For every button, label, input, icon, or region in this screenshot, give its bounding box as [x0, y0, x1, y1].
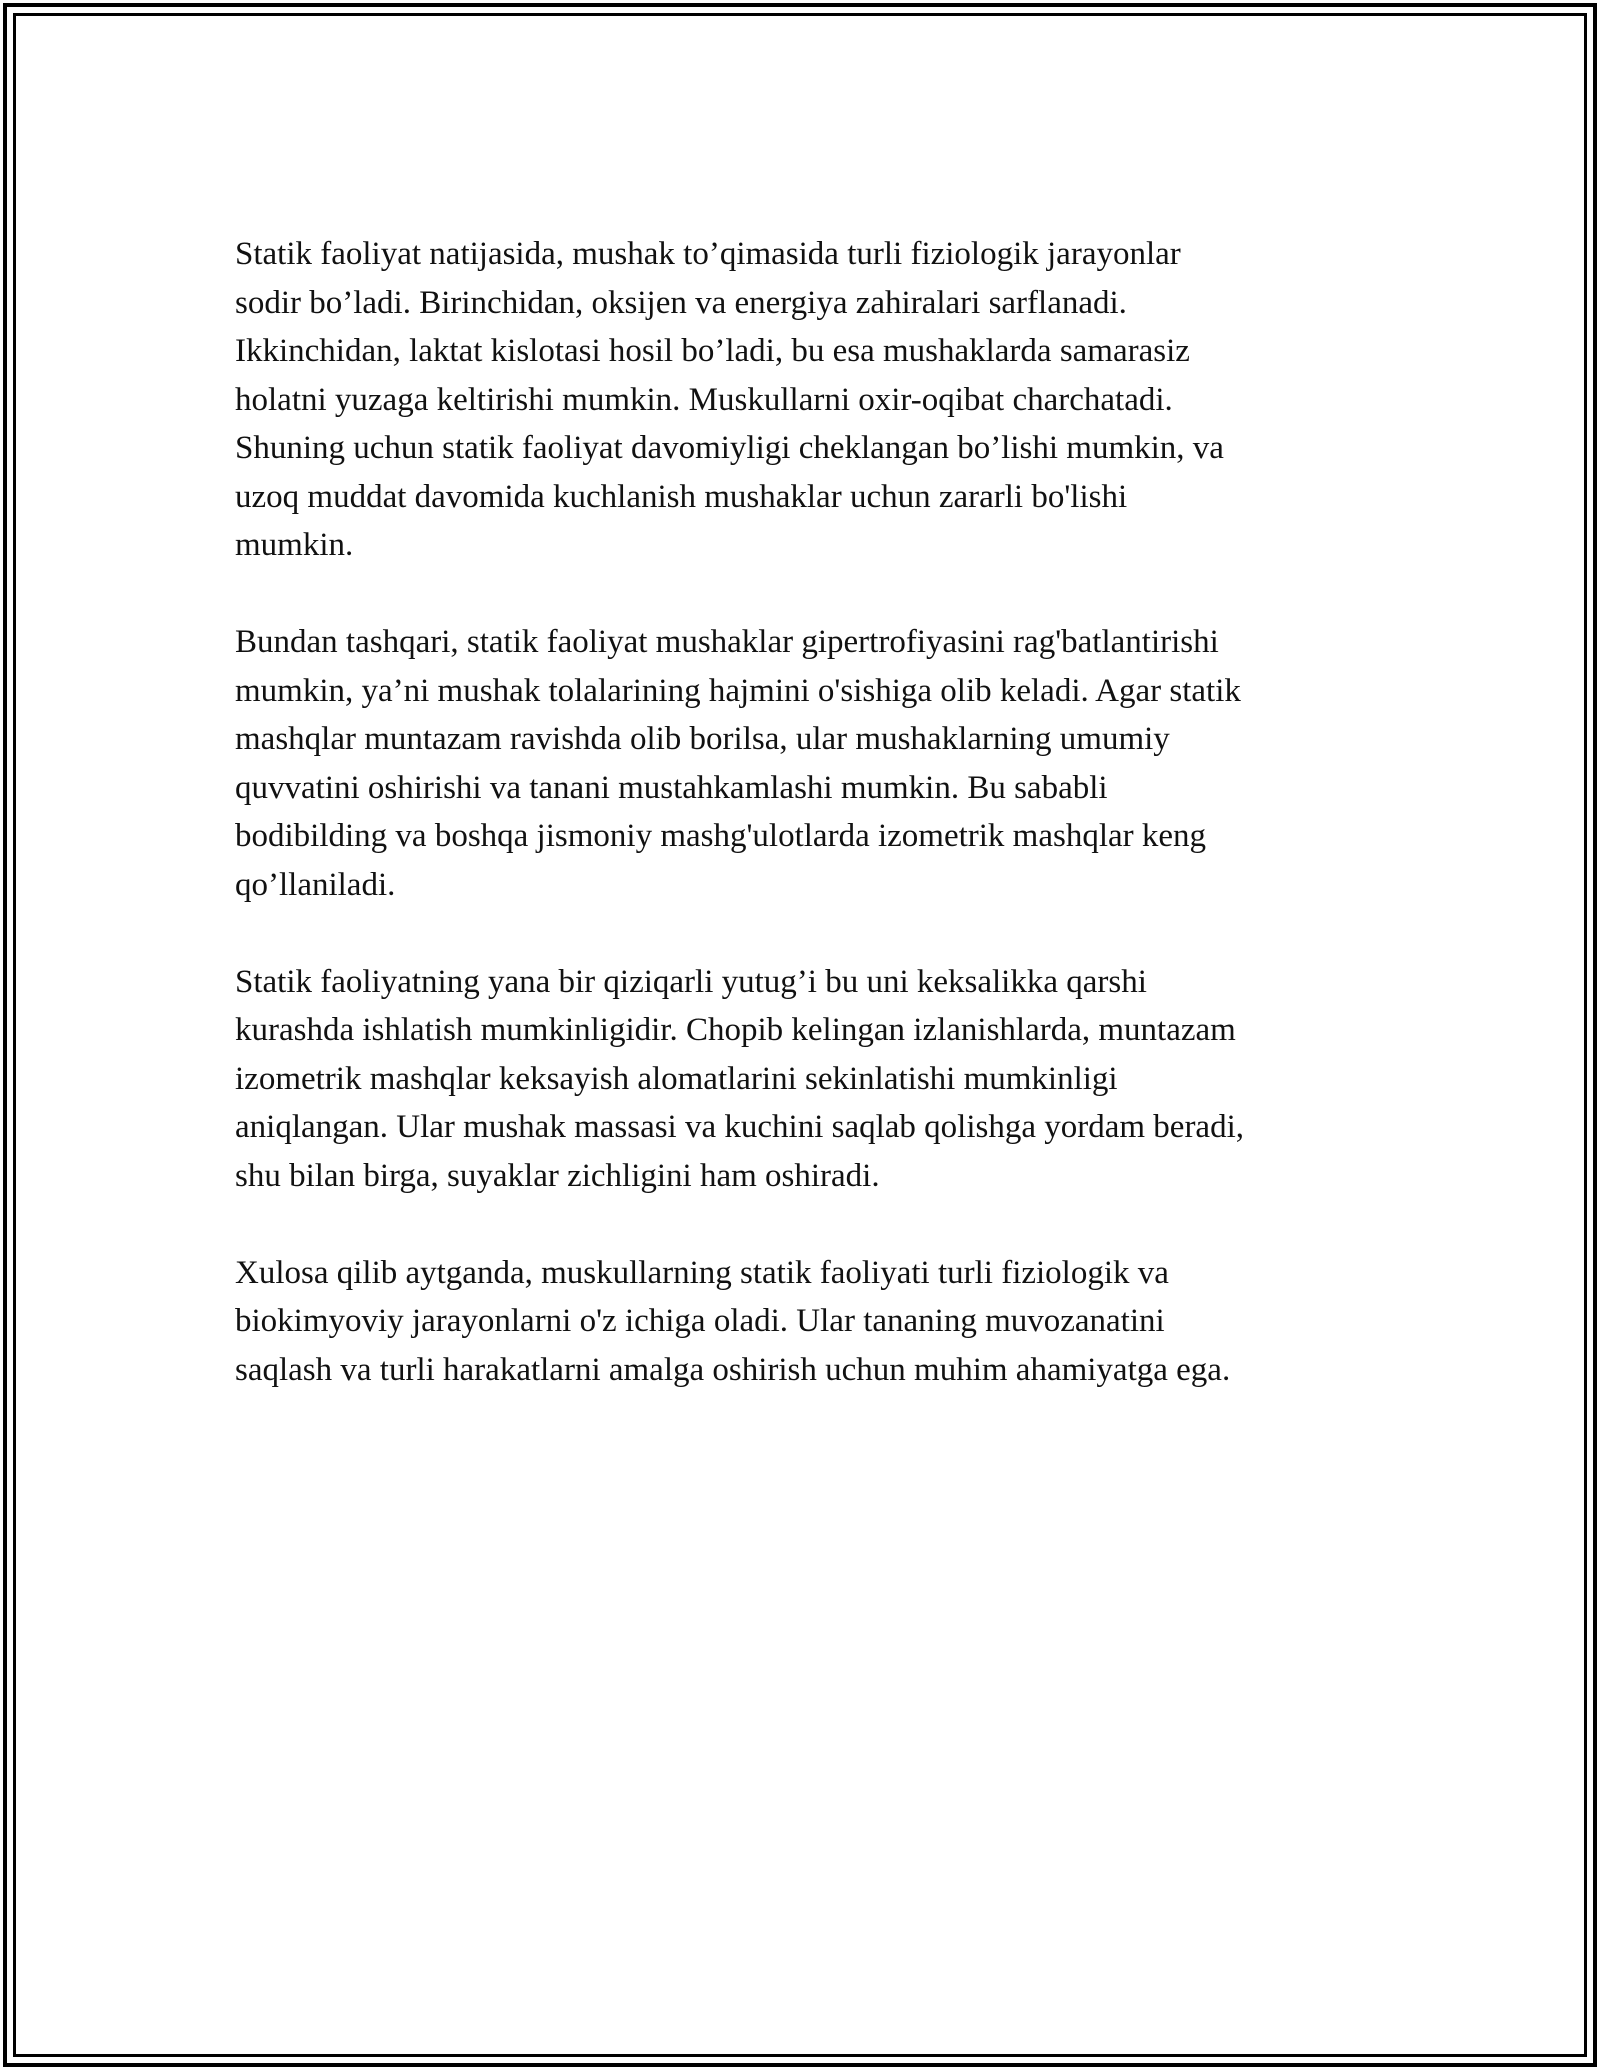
text-line: qo’llaniladi. — [235, 866, 396, 903]
text-line: sodir bo’ladi. Birinchidan, oksijen va energiya zahiralari sarflanadi. — [235, 284, 1127, 321]
text-line: Statik faoliyat natijasida, mushak to’qimasida turli fiziologik jarayonlar — [235, 236, 1181, 272]
text-line: Bundan tashqari, statik faoliyat mushaklar gipertrofiyasini rag'batlantirishi — [235, 624, 1219, 660]
text-line: quvvatini oshirishi va tanani mustahkamlashi mumkin. Bu sababli — [235, 769, 1108, 806]
paragraph-4 — [235, 1249, 1365, 1395]
text-line: Statik faoliyatning yana bir qiziqarli yutug’i bu uni keksalikka qarshi — [235, 963, 1147, 1000]
text-line: saqlash va turli harakatlarni amalga oshirish uchun muhim ahamiyatga ega. — [235, 1351, 1231, 1388]
text-line: shu bilan birga, suyaklar zichligini ham oshiradi. — [235, 1157, 880, 1194]
text-line: uzoq muddat davomida kuchlanish mushaklar uchun zararli bo'lishi — [235, 478, 1128, 515]
text-line: izometrik mashqlar keksayish alomatlarini sekinlatishi mumkinligi — [235, 1060, 1118, 1097]
paragraph-1 — [235, 230, 1365, 570]
text-line: Xulosa qilib aytganda, muskullarning statik faoliyati turli fiziologik va — [235, 1254, 1169, 1291]
text-line: bodibilding va boshqa jismoniy mashg'ulotlarda izometrik mashqlar keng — [235, 818, 1207, 854]
text-line: mumkin. — [235, 527, 354, 563]
text-line: Ikkinchidan, laktat kislotasi hosil bo’ladi, bu esa mushaklarda samarasiz — [235, 333, 1190, 369]
text-line: kurashda ishlatish mumkinligidir. Chopib kelingan izlanishlarda, muntazam — [235, 1012, 1236, 1048]
text-line: biokimyoviy jarayonlarni o'z ichiga oladi. Ular tananing muvozanatini — [235, 1303, 1165, 1339]
text-line: mashqlar muntazam ravishda olib borilsa, ular mushaklarning umumiy — [235, 721, 1170, 757]
text-line: holatni yuzaga keltirishi mumkin. Muskullarni oxir-oqibat charchatadi. — [235, 381, 1173, 418]
paragraph-3 — [235, 958, 1365, 1201]
paragraph-2 — [235, 618, 1365, 909]
text-line: Shuning uchun statik faoliyat davomiyligi cheklangan bo’lishi mumkin, va — [235, 430, 1224, 466]
document-body — [235, 230, 1365, 1443]
text-line: mumkin, ya’ni mushak tolalarining hajmini o'sishiga olib keladi. Agar statik — [235, 672, 1241, 709]
text-line: aniqlangan. Ular mushak massasi va kuchini saqlab qolishga yordam beradi, — [235, 1109, 1244, 1145]
